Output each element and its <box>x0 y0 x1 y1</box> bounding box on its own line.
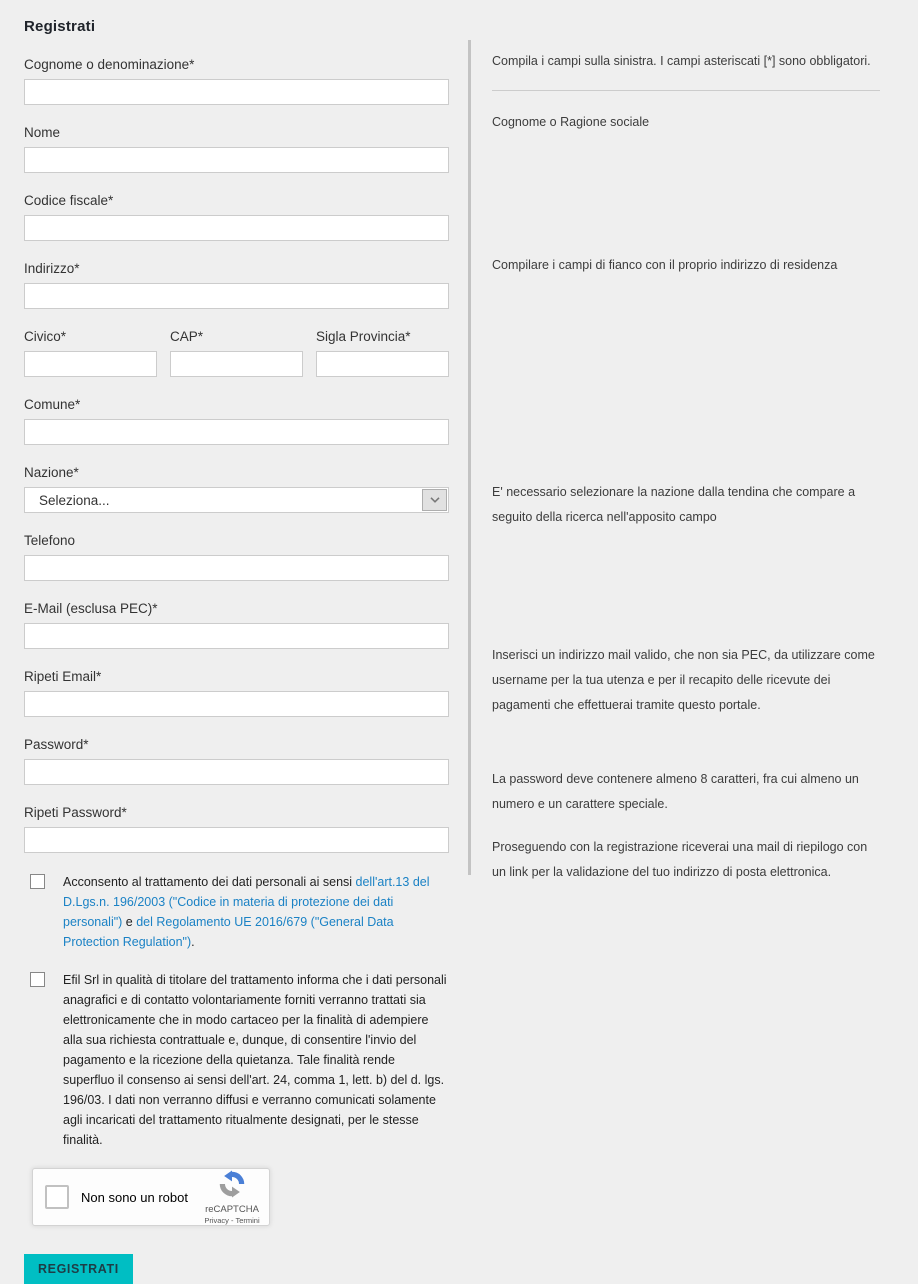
email-label: E-Mail (esclusa PEC)* <box>24 601 158 616</box>
field-group-sigla-provincia <box>316 328 449 377</box>
nazione-select-button[interactable] <box>422 489 447 511</box>
nome-input[interactable] <box>24 147 449 173</box>
ripeti-email-label: Ripeti Email* <box>24 669 102 684</box>
ripeti-password-input[interactable] <box>24 827 449 853</box>
field-group-cap <box>170 328 303 377</box>
consent-row-treatment <box>24 970 449 1150</box>
field-group-comune <box>24 396 449 445</box>
help-email: Inserisci un indirizzo mail valido, che non sia PEC, da utilizzare come username per la tua utenza e per il recapito delle ricevute dei pagamenti che effettuerai tramite questo portale. <box>492 648 875 712</box>
field-group-ripeti-password <box>24 804 449 853</box>
cognome-input[interactable] <box>24 79 449 105</box>
cap-input[interactable] <box>170 351 303 377</box>
field-group-indirizzo <box>24 260 449 309</box>
recaptcha-branding <box>201 1170 263 1225</box>
consent1-prefix: Acconsento al trattamento dei dati personali ai sensi <box>63 875 356 889</box>
field-group-email <box>24 600 449 649</box>
civico-label: Civico* <box>24 329 67 344</box>
field-group-ripeti-email <box>24 668 449 717</box>
treatment-consent-checkbox[interactable] <box>30 972 45 987</box>
field-group-password <box>24 736 449 785</box>
vertical-divider <box>468 40 471 875</box>
comune-input[interactable] <box>24 419 449 445</box>
recaptcha-checkbox[interactable] <box>45 1185 69 1209</box>
field-group-civico-cap-provincia <box>24 328 449 377</box>
codice-fiscale-input[interactable] <box>24 215 449 241</box>
cognome-label: Cognome o denominazione* <box>24 57 195 72</box>
help-divider <box>492 90 880 91</box>
treatment-consent-text: Efil Srl in qualità di titolare del trattamento informa che i dati personali anagrafici e di contatto volontariamente forniti verranno trattati sia elettronicamente che in modo cartaceo per la finalità di adempiere alla sua richiesta contrattuale e, dunque, di consentire l'invio del pagamento e la ricezione della quietanza. Tale finalità rende superfluo il consenso ai sensi dell'art. 24, comma 1, lett. b) del d. lgs. 196/03. I dati non verranno diffusi e verranno comunicati solamente agli incaricati del trattamento ritualmente designati, per le stesse finalità. <box>63 973 447 1147</box>
recaptcha-brand-text: reCAPTCHA <box>205 1203 259 1215</box>
password-input[interactable] <box>24 759 449 785</box>
indirizzo-input[interactable] <box>24 283 449 309</box>
privacy-consent-text <box>63 872 449 952</box>
help-nazione: E' necessario selezionare la nazione dalla tendina che compare a seguito della ricerca nell'apposito campo <box>492 485 856 524</box>
password-label: Password* <box>24 737 89 752</box>
help-password: La password deve contenere almeno 8 caratteri, fra cui almeno un numero e un carattere speciale. <box>492 772 859 811</box>
ripeti-password-label: Ripeti Password* <box>24 805 127 820</box>
chevron-down-icon <box>430 497 440 503</box>
field-group-cognome <box>24 56 449 105</box>
field-group-codice-fiscale <box>24 192 449 241</box>
recaptcha-privacy-terms-links[interactable]: Privacy - Termini <box>204 1215 260 1225</box>
civico-input[interactable] <box>24 351 157 377</box>
field-group-civico <box>24 328 157 377</box>
page-title: Registrati <box>24 18 96 36</box>
help-indirizzo: Compilare i campi di fianco con il proprio indirizzo di residenza <box>492 258 838 272</box>
nome-label: Nome <box>24 125 61 140</box>
nazione-select-value: Seleziona... <box>39 492 110 508</box>
recaptcha-label: Non sono un robot <box>81 1189 188 1205</box>
codice-fiscale-label: Codice fiscale* <box>24 193 114 208</box>
recaptcha-widget <box>32 1168 270 1226</box>
consent-row-privacy <box>24 872 449 952</box>
field-group-nazione <box>24 464 449 513</box>
recaptcha-logo-icon <box>218 1170 246 1198</box>
ripeti-email-input[interactable] <box>24 691 449 717</box>
help-cognome: Cognome o Ragione sociale <box>492 115 650 129</box>
registrati-button[interactable]: REGISTRATI <box>24 1254 133 1284</box>
sigla-provincia-label: Sigla Provincia* <box>316 329 411 344</box>
privacy-consent-checkbox[interactable] <box>30 874 45 889</box>
indirizzo-label: Indirizzo* <box>24 261 80 276</box>
cap-label: CAP* <box>170 329 204 344</box>
privacy-law-link[interactable]: dell'art.13 del D.Lgs.n. 196/2003 ("Codice in materia di protezione dei dati personali") <box>63 875 430 929</box>
telefono-label: Telefono <box>24 533 76 548</box>
telefono-input[interactable] <box>24 555 449 581</box>
help-registrazione: Proseguendo con la registrazione riceverai una mail di riepilogo con un link per la validazione del tuo indirizzo di posta elettronica. <box>492 840 868 879</box>
nazione-label: Nazione* <box>24 465 79 480</box>
email-input[interactable] <box>24 623 449 649</box>
field-group-nome <box>24 124 449 173</box>
help-required-fields: Compila i campi sulla sinistra. I campi asteriscati [*] sono obbligatori. <box>492 54 871 68</box>
comune-label: Comune* <box>24 397 81 412</box>
nazione-select[interactable] <box>24 487 449 513</box>
field-group-telefono <box>24 532 449 581</box>
sigla-provincia-input[interactable] <box>316 351 449 377</box>
gdpr-link[interactable]: del Regolamento UE 2016/679 ("General Data Protection Regulation") <box>63 915 394 949</box>
consent1-middle: e <box>122 915 137 929</box>
consent1-suffix: . <box>191 935 195 949</box>
registration-form <box>24 56 449 1284</box>
